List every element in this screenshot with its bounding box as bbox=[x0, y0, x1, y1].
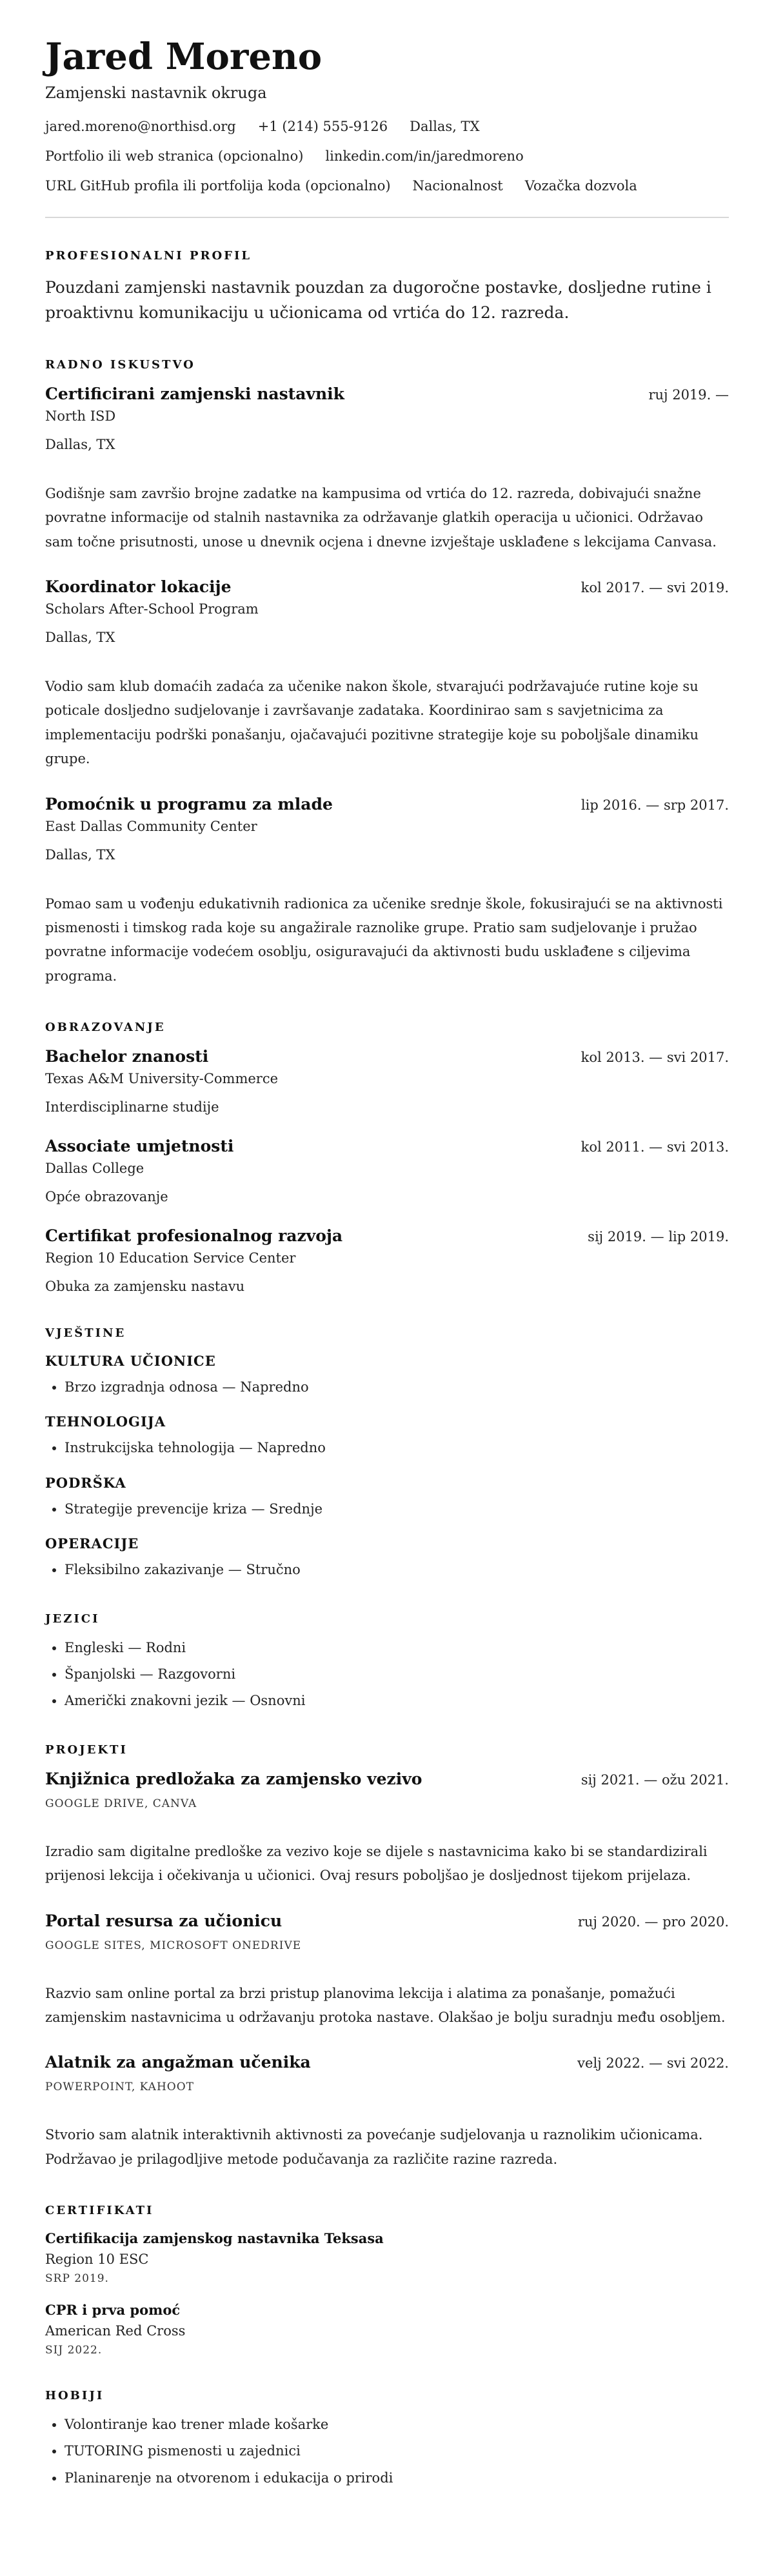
nationality-text: Nacionalnost bbox=[412, 178, 503, 194]
job-location: Dallas, TX bbox=[45, 630, 115, 646]
certificate-name: CPR i prva pomoć bbox=[45, 2302, 181, 2318]
job-location: Dallas, TX bbox=[45, 436, 115, 452]
education-title: OBRAZOVANJE bbox=[45, 1021, 166, 1035]
language-item: • Engleski — Rodni bbox=[64, 1639, 729, 1657]
job-employer: Scholars After-School Program bbox=[45, 601, 259, 617]
project-description: Izradio sam digitalne predloške za vezivo koje se dijele s nastavnicima kako bi se standardizirali prijenosi lekcija i očekivanja u učionici. Ovaj resurs poboljšao je dosljednost tijekom prijelaza. bbox=[45, 1843, 708, 1884]
experience-entry bbox=[45, 795, 729, 989]
job-employer: North ISD bbox=[45, 408, 116, 424]
certificate-entry bbox=[45, 2302, 729, 2357]
job-date: ruj 2019. — bbox=[648, 386, 729, 403]
education-entry bbox=[45, 1137, 729, 1204]
hobby-item: • Planinarenje na otvorenom i edukacija o prirodi bbox=[64, 2469, 729, 2488]
certificate-issuer: Region 10 ESC bbox=[45, 2252, 149, 2267]
project-tech: POWERPOINT, KAHOOT bbox=[45, 2081, 194, 2094]
field-of-study: Opće obrazovanje bbox=[45, 1189, 168, 1205]
degree-title: Associate umjetnosti bbox=[45, 1137, 234, 1156]
experience-title: RADNO ISKUSTVO bbox=[45, 357, 195, 372]
header-divider bbox=[45, 217, 729, 218]
skill-item: • Strategije prevencije kriza — Srednje bbox=[64, 1500, 729, 1519]
project-date: velj 2022. — svi 2022. bbox=[577, 2055, 729, 2072]
degree-title: Certifikat profesionalnog razvoja bbox=[45, 1226, 343, 1246]
skill-category: OPERACIJE bbox=[45, 1535, 139, 1552]
school-name: Dallas College bbox=[45, 1161, 144, 1177]
school-name: Region 10 Education Service Center bbox=[45, 1250, 296, 1266]
skill-list bbox=[45, 1561, 729, 1579]
education-section bbox=[45, 1021, 729, 1294]
languages-section bbox=[45, 1612, 729, 1711]
certificate-entry bbox=[45, 2230, 729, 2285]
skills-section bbox=[45, 1326, 729, 1580]
project-name: Alatnik za angažman učenika bbox=[45, 2053, 311, 2072]
field-of-study: Interdisciplinarne studije bbox=[45, 1099, 219, 1115]
language-item: • Američki znakovni jezik — Osnovni bbox=[64, 1692, 729, 1710]
project-entry bbox=[45, 2053, 729, 2172]
skills-title: VJEŠTINE bbox=[45, 1326, 126, 1341]
certificate-date: SRP 2019. bbox=[45, 2272, 109, 2285]
experience-entry bbox=[45, 384, 729, 554]
project-name: Portal resursa za učionicu bbox=[45, 1911, 283, 1930]
skill-category: PODRŠKA bbox=[45, 1474, 126, 1491]
project-entry bbox=[45, 1770, 729, 1888]
project-entry-head bbox=[45, 2053, 729, 2072]
job-description: Vodio sam klub domaćih zadaća za učenike nakon škole, stvarajući podržavajuće rutine koje su poticale dosljedno sudjelovanje i završavanje zadataka. Koordinirao sam s savjetnicima za implementaciju podrški ponašanju, ojačavajući pozitivne strategije koje su poboljšale dinamiku grupe. bbox=[45, 679, 699, 767]
hobbies-title: HOBIJI bbox=[45, 2389, 104, 2402]
job-date: lip 2016. — srp 2017. bbox=[580, 797, 729, 813]
linkedin-text: linkedin.com/in/jaredmoreno bbox=[325, 148, 524, 165]
location-text: Dallas, TX bbox=[410, 119, 480, 135]
skill-list bbox=[45, 1378, 729, 1397]
project-entry-head bbox=[45, 1770, 729, 1788]
job-location: Dallas, TX bbox=[45, 846, 115, 863]
experience-entry-head bbox=[45, 795, 729, 814]
skill-group bbox=[45, 1353, 729, 1397]
project-description: Stvorio sam alatnik interaktivnih aktivnosti za povećanje sudjelovanja u raznolikim učionicama. Podržavao je prilagodljive metode podučavanja za različite razine razreda. bbox=[45, 2127, 703, 2167]
summary-text: Pouzdani zamjenski nastavnik pouzdan za dugoročne postavke, dosljedne rutine i proaktivnu komunikaciju u učionicama od vrtića do 12. razreda. bbox=[45, 278, 711, 323]
skill-group bbox=[45, 1475, 729, 1519]
github-text: URL GitHub profila ili portfolija koda (opcionalno) bbox=[45, 178, 391, 194]
certificates-section bbox=[45, 2204, 729, 2357]
skill-group bbox=[45, 1413, 729, 1457]
job-title: Certificirani zamjenski nastavnik bbox=[45, 384, 344, 403]
certificate-name: Certifikacija zamjenskog nastavnika Teksasa bbox=[45, 2230, 384, 2246]
project-tech: GOOGLE SITES, MICROSOFT ONEDRIVE bbox=[45, 1939, 302, 1952]
certificate-issuer: American Red Cross bbox=[45, 2323, 186, 2339]
certificates-title: CERTIFIKATI bbox=[45, 2204, 154, 2217]
license-text: Vozačka dozvola bbox=[524, 178, 637, 194]
project-name: Knjižnica predložaka za zamjensko vezivo bbox=[45, 1769, 422, 1788]
email-text: jared.moreno@northisd.org bbox=[45, 119, 236, 135]
projects-title: PROJEKTI bbox=[45, 1742, 128, 1757]
resume-header bbox=[45, 36, 729, 194]
skill-item: • Fleksibilno zakazivanje — Stručno bbox=[64, 1561, 729, 1579]
degree-title: Bachelor znanosti bbox=[45, 1047, 209, 1066]
job-title: Pomoćnik u programu za mlade bbox=[45, 794, 333, 814]
hobby-item: • Volontiranje kao trener mlade košarke bbox=[64, 2415, 729, 2434]
hobby-item: • TUTORING pismenosti u zajednici bbox=[64, 2442, 729, 2461]
language-list bbox=[45, 1639, 729, 1711]
skill-category: KULTURA UČIONICE bbox=[45, 1353, 216, 1370]
job-employer: East Dallas Community Center bbox=[45, 818, 257, 834]
summary-section bbox=[45, 249, 729, 326]
project-description: Razvio sam online portal za brzi pristup planovima lekcija i alatima za ponašanje, pomažući zamjenskim nastavnicima u održavanju protoka nastave. Olakšao je bolju suradnju među osobljem. bbox=[45, 1985, 726, 2025]
projects-section bbox=[45, 1743, 729, 2172]
phone-text: +1 (214) 555-9126 bbox=[257, 119, 388, 135]
experience-section bbox=[45, 358, 729, 988]
skill-item: • Brzo izgradnja odnosa — Napredno bbox=[64, 1378, 729, 1397]
education-entry-head bbox=[45, 1137, 729, 1155]
hobby-list bbox=[45, 2415, 729, 2488]
portfolio-text: Portfolio ili web stranica (opcionalno) bbox=[45, 148, 304, 165]
experience-entry-head bbox=[45, 384, 729, 403]
project-date: ruj 2020. — pro 2020. bbox=[577, 1913, 729, 1930]
skill-list bbox=[45, 1500, 729, 1519]
project-entry bbox=[45, 1912, 729, 2030]
school-name: Texas A&M University-Commerce bbox=[45, 1071, 279, 1087]
field-of-study: Obuka za zamjensku nastavu bbox=[45, 1279, 245, 1295]
job-description: Godišnje sam završio brojne zadatke na kampusima od vrtića do 12. razreda, dobivajući snažne povratne informacije od stalnih nastavnika za održavanje glatkih operacija u učionici. Održavao sam točne prisutnosti, unose u dnevnik ocjena i dnevne izvještaje usklađene s lekcijama Canvasa. bbox=[45, 485, 717, 550]
skill-group bbox=[45, 1535, 729, 1579]
education-entry bbox=[45, 1226, 729, 1294]
education-entry-head bbox=[45, 1226, 729, 1245]
language-item: • Španjolski — Razgovorni bbox=[64, 1665, 729, 1684]
job-title: Koordinator lokacije bbox=[45, 577, 232, 597]
job-description: Pomao sam u vođenju edukativnih radionica za učenike srednje škole, fokusirajući se na aktivnosti pismenosti i timskog rada koje su angažirale raznolike grupe. Pratio sam sudjelovanje i pružao povratne informacije vodećem osoblju, osiguravajući da aktivnosti budu usklađene s ciljevima programa. bbox=[45, 895, 723, 984]
skill-item: • Instrukcijska tehnologija — Napredno bbox=[64, 1439, 729, 1457]
degree-date: sij 2019. — lip 2019. bbox=[588, 1229, 729, 1245]
experience-entry bbox=[45, 577, 729, 772]
project-date: sij 2021. — ožu 2021. bbox=[580, 1772, 729, 1788]
degree-date: kol 2011. — svi 2013. bbox=[580, 1139, 729, 1155]
contact-line-primary bbox=[45, 119, 729, 134]
education-entry-head bbox=[45, 1047, 729, 1066]
project-tech: GOOGLE DRIVE, CANVA bbox=[45, 1797, 197, 1810]
project-entry-head bbox=[45, 1912, 729, 1930]
degree-date: kol 2013. — svi 2017. bbox=[580, 1050, 729, 1066]
candidate-headline: Zamjenski nastavnik okruga bbox=[45, 84, 267, 103]
contact-line-extra bbox=[45, 178, 729, 194]
hobbies-section bbox=[45, 2389, 729, 2488]
education-entry bbox=[45, 1047, 729, 1115]
skill-category: TEHNOLOGIJA bbox=[45, 1413, 166, 1430]
contact-line-links bbox=[45, 148, 729, 164]
candidate-name: Jared Moreno bbox=[45, 35, 322, 78]
skill-list bbox=[45, 1439, 729, 1457]
summary-title: PROFESIONALNI PROFIL bbox=[45, 249, 252, 263]
languages-title: JEZICI bbox=[45, 1612, 100, 1626]
job-date: kol 2017. — svi 2019. bbox=[580, 580, 729, 596]
experience-entry-head bbox=[45, 577, 729, 596]
certificate-date: SIJ 2022. bbox=[45, 2344, 103, 2357]
